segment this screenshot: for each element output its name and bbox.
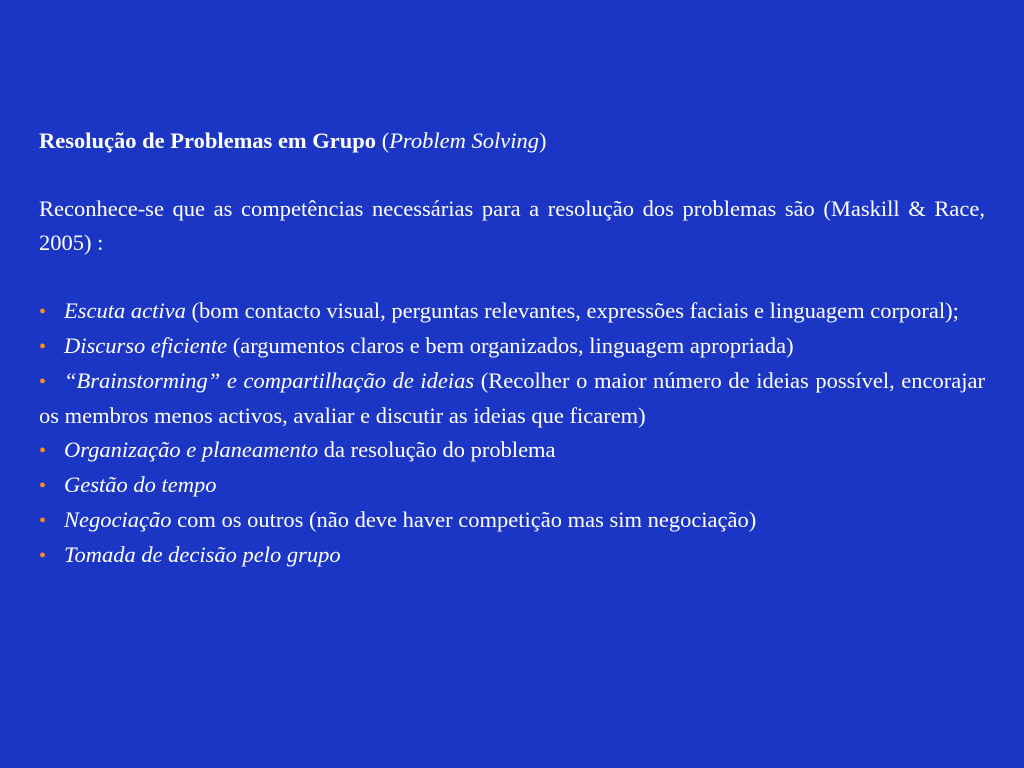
intro-paragraph: Reconhece-se que as competências necessárias para a resolução dos problemas são (Maskill & Race, 2005) : (39, 196, 985, 255)
item-description: (Recolher o maior número de ideias possível, encorajar os membros menos activos, avaliar e discutir as ideias que ficarem) (39, 368, 985, 428)
item-description: da resolução do problema (318, 437, 556, 462)
item-description: com os outros (não deve haver competição mas sim negociação) (171, 507, 757, 532)
bullet-icon: • (39, 440, 47, 462)
list-item-organizacao (39, 433, 985, 468)
competencies-list (39, 294, 985, 573)
slide-body (39, 124, 985, 573)
list-item-gestao-tempo (39, 468, 985, 503)
item-term: Escuta activa (64, 298, 186, 323)
heading-subtitle: Problem Solving (389, 128, 539, 153)
bullet-icon: • (39, 371, 47, 393)
heading-paren-open: ( (376, 128, 390, 153)
bullet-icon: • (39, 301, 47, 323)
list-item-negociacao (39, 503, 985, 538)
heading-title: Resolução de Problemas em Grupo (39, 128, 377, 153)
list-item-tomada-decisao (39, 538, 985, 573)
item-description: (bom contacto visual, perguntas relevantes, expressões faciais e linguagem corporal); (185, 298, 959, 323)
item-term: Discurso eficiente (64, 333, 228, 358)
item-term: Negociação (64, 507, 172, 532)
item-term: Tomada de decisão pelo grupo (64, 542, 341, 567)
list-item-brainstorming (39, 364, 985, 433)
bullet-icon: • (39, 475, 47, 497)
item-term: Organização e planeamento (64, 437, 319, 462)
list-item-discurso-eficiente (39, 329, 985, 364)
slide-heading (39, 124, 985, 158)
item-term: Gestão do tempo (64, 472, 217, 497)
list-item-escuta-activa (39, 294, 985, 329)
item-term: “Brainstorming” e compartilhação de ideias (64, 368, 475, 393)
bullet-icon: • (39, 336, 47, 358)
bullet-icon: • (39, 510, 47, 532)
bullet-icon: • (39, 545, 47, 567)
heading-paren-close: ) (538, 128, 547, 153)
item-description: (argumentos claros e bem organizados, linguagem apropriada) (227, 333, 794, 358)
